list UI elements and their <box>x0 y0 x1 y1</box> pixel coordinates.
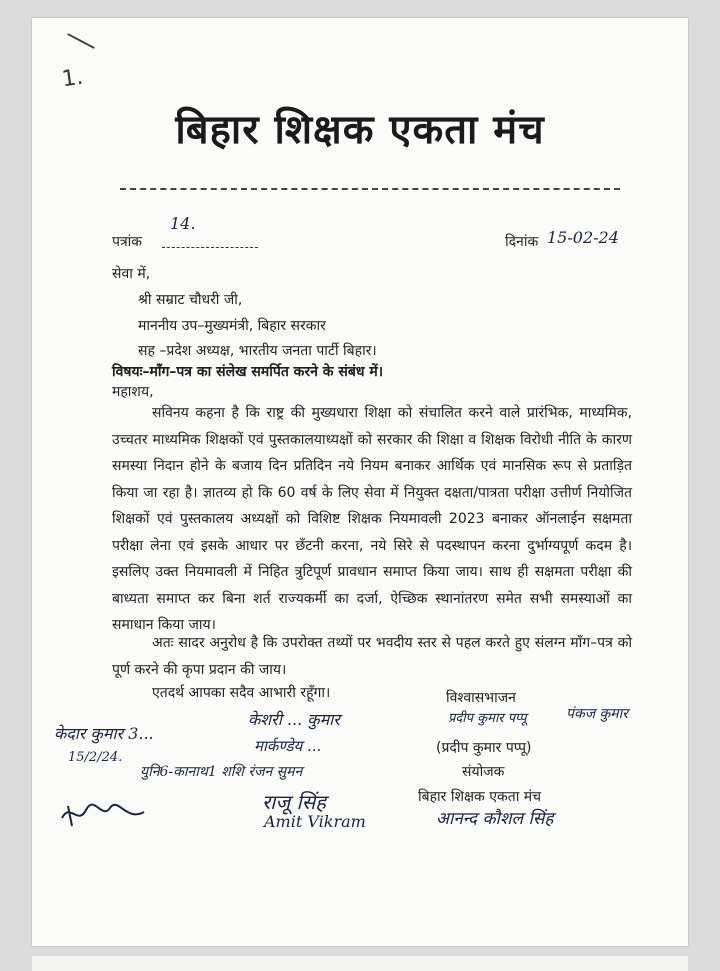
handwritten-signature-4: राजू सिंह <box>262 790 326 814</box>
letterhead-title: बिहार शिक्षक एकता मंच <box>175 107 545 153</box>
closing-line: एतदर्थ आपका सदैव आभारी रहूँगा। <box>152 685 331 701</box>
margin-mark: 1. <box>60 64 85 93</box>
reference-value: 14. <box>170 214 196 233</box>
sender-role: संयोजक <box>462 764 505 780</box>
handwritten-signature-left: केदार कुमार 3... <box>54 724 154 743</box>
handwritten-signature-6: पंकज कुमार <box>566 706 629 722</box>
handwritten-signature-5: Amit Vikram <box>264 812 366 831</box>
reference-label: पत्रांक <box>112 234 143 250</box>
sender-name: (प्रदीप कुमार पप्पू) <box>436 740 532 756</box>
handwritten-signature-3: युनि6-कानाथ1 शशि रंजन सुमन <box>140 764 303 780</box>
handwritten-signature-2: मार्कण्डेय ... <box>254 737 322 755</box>
greeting: महाशय, <box>112 384 154 400</box>
body-paragraph-1: सविनय कहना है कि राष्ट्र की मुख्यधारा शिक्षा को संचालित करने वाले प्रारंभिक, माध्यमिक, उच्चतर माध्यमिक शिक्षकों एवं पुस्तकालयाध्यक्षों को सरकार की शिक्षा व शिक्षक विरोधी नीति के कारण समस्या निदान होने के बजाय दिन प्रतिदिन नये नियम बनाकर आर्थिक एवं मानसिक रूप से प्रताड़ित किया जा रहा है। ज्ञातव्य हो कि 60 वर्ष के लिए सेवा में नियुक्त दक्षता/पात्रता परीक्षा उत्तीर्ण नियोजित शिक्षकों एवं पुस्तकालय अध्यक्षों को विशिष्ट शिक्षक नियमावली 2023 बनाकर ऑनलाईन सक्षमता परीक्षा लेना एवं इसके आधार पर छँटनी करना, नये सिरे से पदस्थापन करना दुर्भाग्यपूर्ण कदम है। इसलिए उक्त नियमावली में निहित त्रुटिपूर्ण प्रावधान समाप्त किया जाय। साथ ही सक्षमता परीक्षा की बाध्यता समाप्त कर बिना शर्त राज्यकर्मी का दर्जा, ऐच्छिक स्थानांतरण समेत सभी समस्याओं का समाधान किया जाय। <box>112 405 632 633</box>
handwritten-signature-sender: प्रदीप कुमार पप्पू <box>448 711 527 726</box>
body-paragraph-2: अतः सादर अनुरोध है कि उपरोक्त तथ्यों पर भवदीय स्तर से पहल करते हुए संलग्न माँग–पत्र को पूर्ण करने की कृपा प्रदान की जाय। <box>112 635 632 678</box>
handwritten-signature-1: केशरी ... कुमार <box>248 710 340 729</box>
handwritten-signature-7: आनन्द कौशल सिंह <box>436 809 554 829</box>
next-page-edge <box>32 956 688 971</box>
salutation-to: सेवा में, <box>112 266 151 282</box>
reference-line <box>162 247 258 248</box>
handwritten-date-left: 15/2/24. <box>68 750 123 765</box>
letterhead-rule <box>120 188 620 190</box>
sender-label: विश्वासभाजन <box>446 690 516 706</box>
scribble-signature <box>58 796 148 830</box>
recipient-name: श्री सम्राट चौधरी जी, <box>138 292 243 308</box>
date-label: दिनांक <box>505 234 539 250</box>
recipient-designation: माननीय उप–मुख्यमंत्री, बिहार सरकार <box>138 318 326 334</box>
sender-org: बिहार शिक्षक एकता मंच <box>418 789 542 805</box>
date-value: 15-02-24 <box>547 228 619 247</box>
recipient-designation-2: सह –प्रदेश अध्यक्ष, भारतीय जनता पार्टी बिहार। <box>138 343 377 359</box>
subject-line: विषयः–माँग–पत्र का संलेख समर्पित करने के संबंध में। <box>112 364 384 380</box>
